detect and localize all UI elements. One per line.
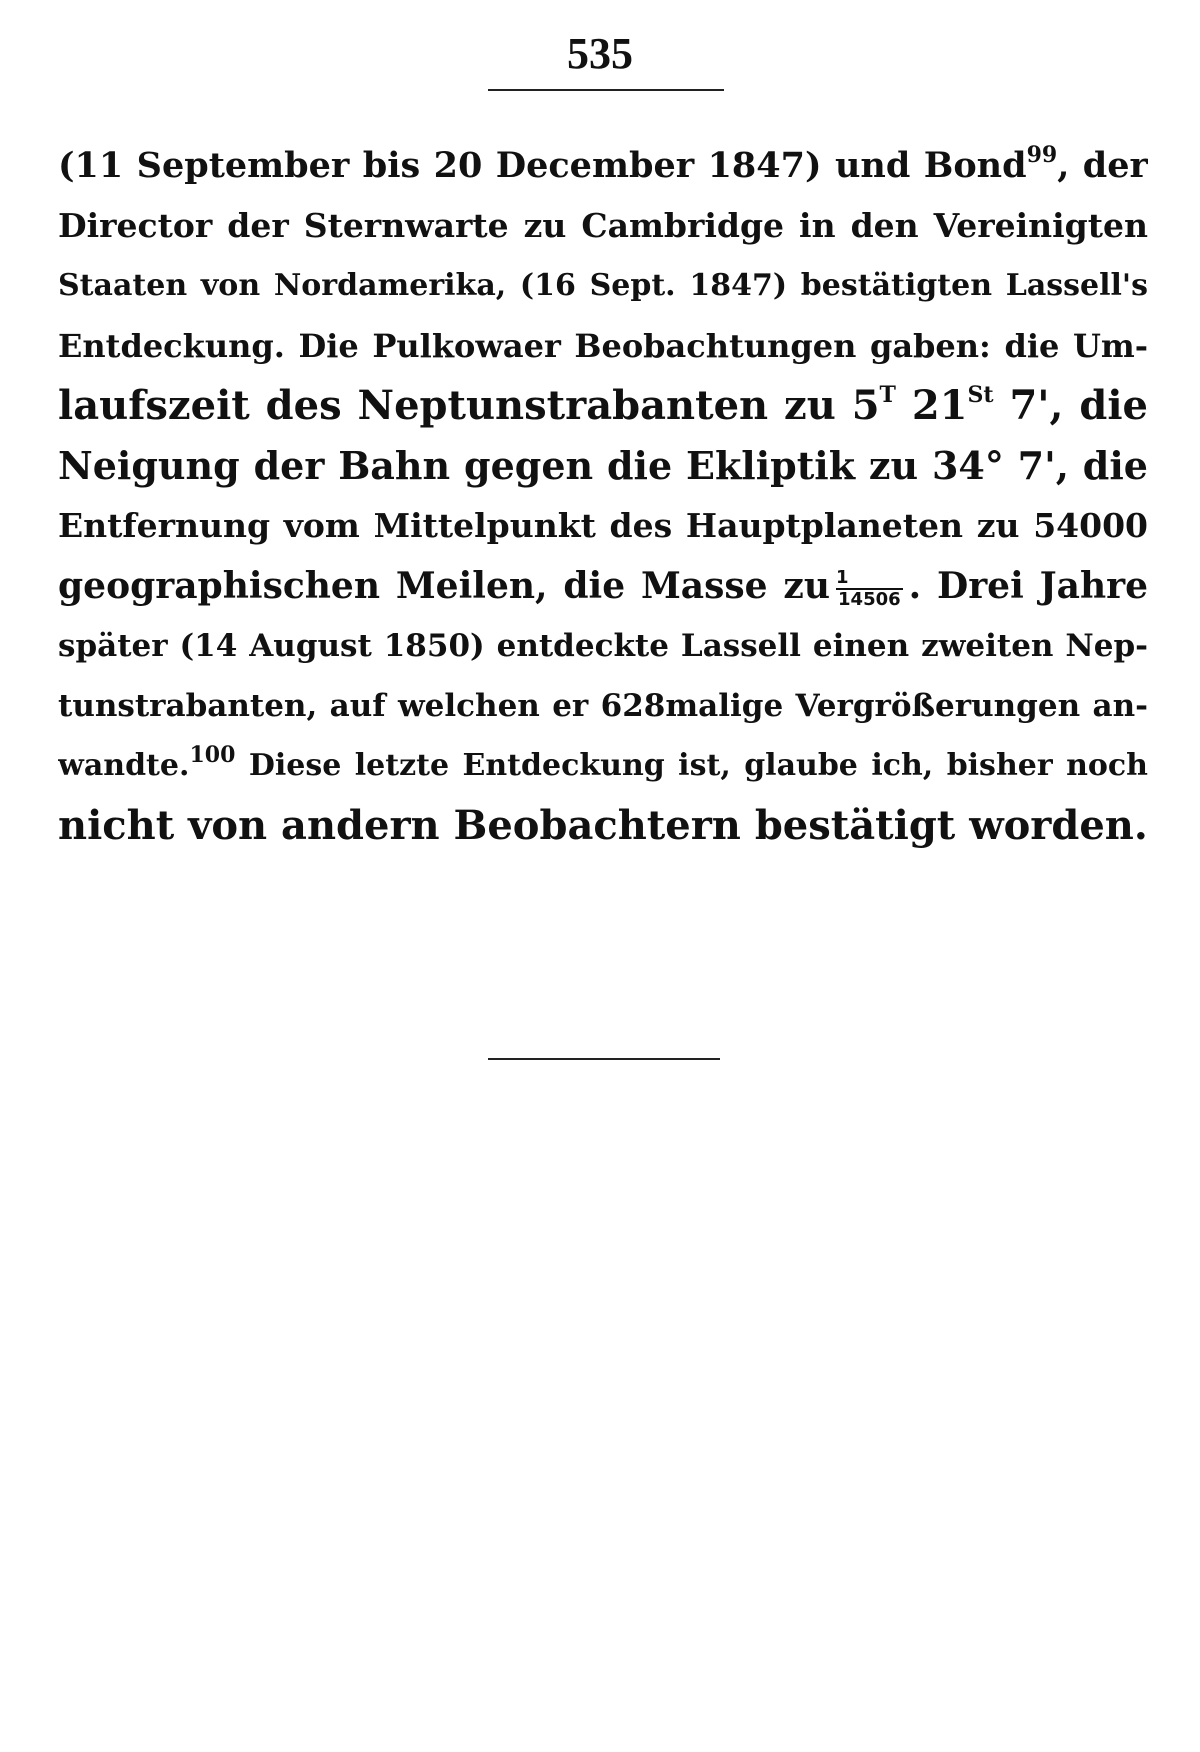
superscript: T xyxy=(879,382,896,408)
fraction xyxy=(836,568,903,610)
fraction-denominator: 14506 xyxy=(838,589,901,610)
fraction-numerator: 1 xyxy=(836,567,849,588)
text-line: später (14 August 1850) entdeckte Lassell einen zweiten Nep- xyxy=(58,628,1148,664)
text-line xyxy=(58,136,1148,196)
text-line xyxy=(58,376,1148,436)
superscript: St xyxy=(967,382,994,408)
text-span: wandte. xyxy=(58,748,190,783)
text-span: Diese letzte Entdeckung ist, glaube ich, bisher noch xyxy=(235,748,1148,783)
text-line: Entfernung vom Mittelpunkt des Hauptplaneten zu 54000 xyxy=(58,506,1148,545)
text-span: 21 xyxy=(895,382,968,429)
footnote-marker: 99 xyxy=(1026,142,1058,168)
text-span: (11 September bis 20 December 1847) und Bond xyxy=(58,145,1027,186)
text-line: Neigung der Bahn gegen die Ekliptik zu 34° 7', die xyxy=(58,443,1148,488)
text-line: tunstrabanten, auf welchen er 628malige Vergrößerungen an- xyxy=(58,688,1148,724)
text-line: Staaten von Nordamerika, (16 Sept. 1847) bestätigten Lassell's xyxy=(58,268,1148,303)
body-text xyxy=(58,136,1148,856)
page-number: 535 xyxy=(567,29,633,78)
text-span: 7', die xyxy=(993,382,1148,429)
text-line: nicht von andern Beobachtern bestätigt worden. xyxy=(58,802,1148,849)
text-span: . Drei Jahre xyxy=(908,565,1148,607)
text-line xyxy=(58,556,1148,616)
text-line: Entdeckung. Die Pulkowaer Beobachtungen gaben: die Um- xyxy=(58,327,1148,365)
header-rule xyxy=(488,89,724,91)
end-rule xyxy=(488,1058,720,1060)
text-line: Director der Sternwarte zu Cambridge in den Vereinigten xyxy=(58,206,1148,245)
text-line xyxy=(58,736,1148,796)
text-span: geographischen Meilen, die Masse zu xyxy=(58,565,831,607)
text-span: , der xyxy=(1057,145,1148,186)
footnote-marker: 100 xyxy=(189,742,236,768)
text-span: laufszeit des Neptunstrabanten zu 5 xyxy=(58,382,880,429)
